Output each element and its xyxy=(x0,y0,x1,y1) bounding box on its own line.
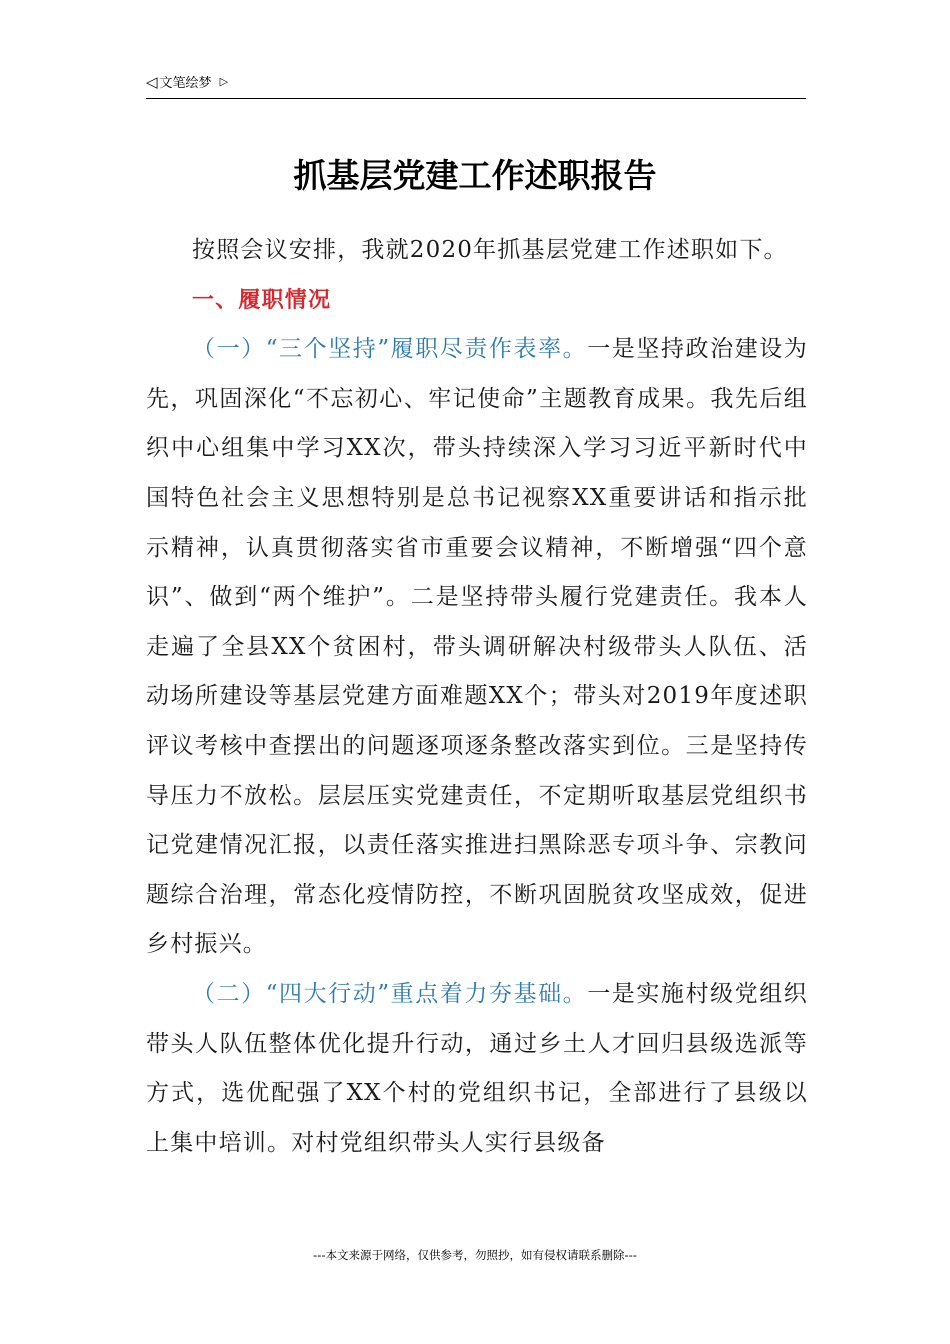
paragraph-1 xyxy=(146,325,808,970)
triangle-left-icon: ◁ xyxy=(146,72,158,91)
page-header xyxy=(146,72,806,99)
paragraph-2-body: 一是实施村级党组织带头人队伍整体优化提升行动，通过乡土人才回归县级选派等方式，选优配强了XX个村的党组织书记，全部进行了县级以上集中培训。对村党组织带头人实行县级备 xyxy=(146,980,808,1156)
subheading-1: （一）“三个坚持”履职尽责作表率。 xyxy=(192,336,588,363)
page-footer: ---本文来源于网络，仅供参考，勿照抄，如有侵权请联系删除--- xyxy=(313,1248,637,1262)
section-heading xyxy=(146,276,808,326)
header-brand: 文笔绘梦 xyxy=(159,76,212,91)
triangle-right-icon: ▷ xyxy=(219,75,229,88)
subheading-2: （二）“四大行动”重点着力夯基础。 xyxy=(192,980,588,1007)
section-heading-text: 一、履职情况 xyxy=(192,287,332,313)
intro-paragraph: 按照会议安排，我就2020年抓基层党建工作述职如下。 xyxy=(192,237,788,263)
document-title: 抓基层党建工作述职报告 xyxy=(293,156,657,195)
document-body xyxy=(146,226,808,1168)
paragraph-2 xyxy=(146,970,808,1168)
paragraph-1-body: 一是坚持政治建设为先，巩固深化“不忘初心、牢记使命”主题教育成果。我先后组织中心组集中学习XX次，带头持续深入学习习近平新时代中国特色社会主义思想特别是总书记视察XX重要讲话和指示批示精神，认真贯彻落实省市重要会议精神，不断增强“四个意识”、做到“两个维护”。二是坚持带头履行党建责任。我本人走遍了全县XX个贫困村，带头调研解决村级带头人队伍、活动场所建设等基层党建方面难题XX个；带头对2019年度述职评议考核中查摆出的问题逐项逐条整改落实到位。三是坚持传导压力不放松。层层压实党建责任，不定期听取基层党组织书记党建情况汇报，以责任落实推进扫黑除恶专项斗争、宗教问题综合治理，常态化疫情防控，不断巩固脱贫攻坚成效，促进乡村振兴。 xyxy=(146,336,808,958)
